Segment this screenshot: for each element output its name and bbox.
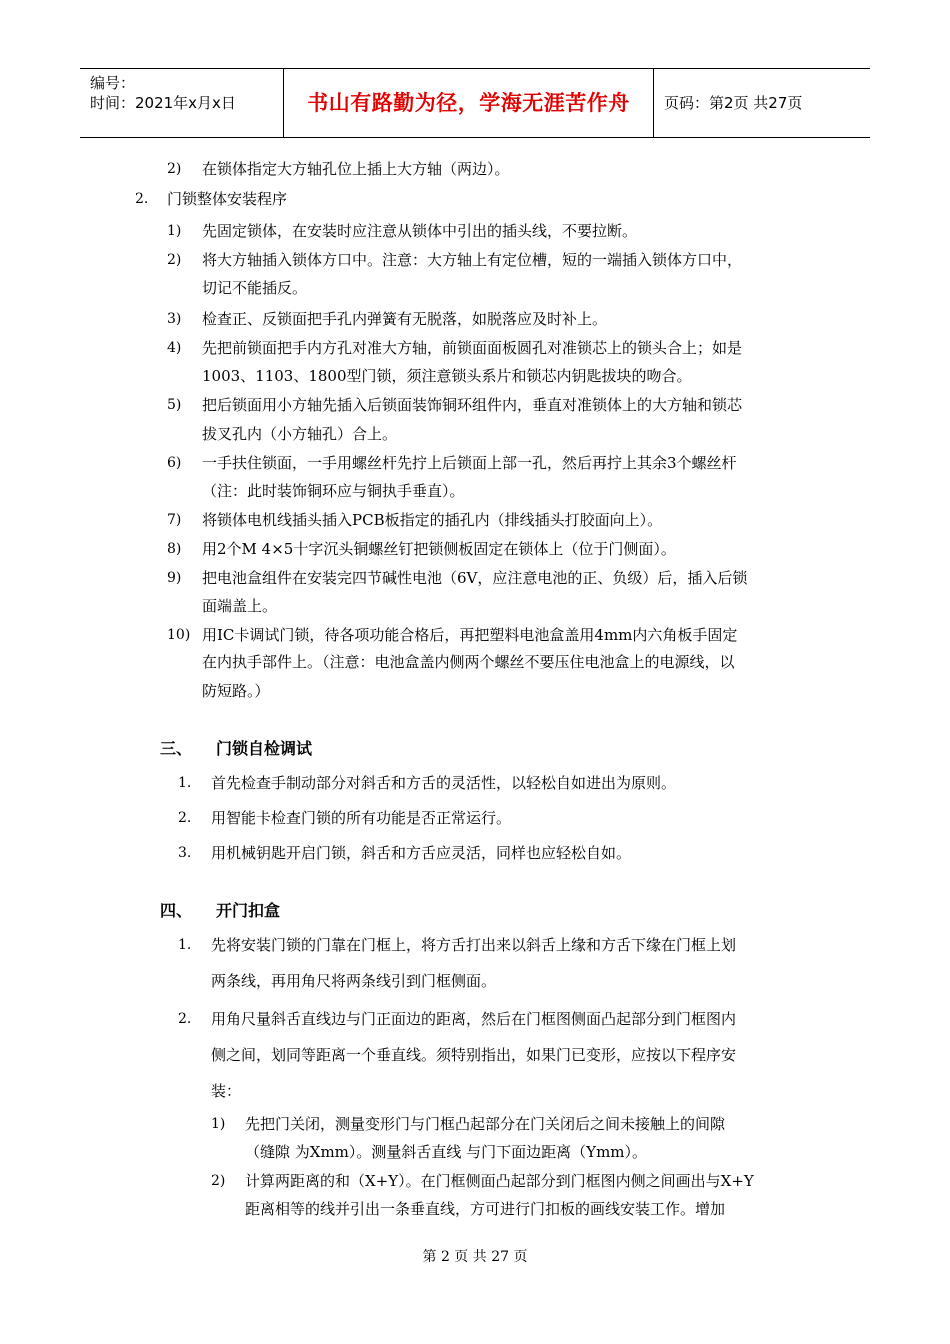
list-number: 1.: [178, 937, 192, 953]
list-item-text: （注：此时装饰铜环应与铜执手垂直）。: [202, 482, 465, 500]
section-heading: 门锁自检调试: [216, 739, 313, 758]
list-item-text: 距离相等的线并引出一条垂直线，方可进行门扣板的画线安装工作。增加: [245, 1200, 726, 1218]
list-item-text: 把后锁面用小方轴先插入后锁面装饰铜环组件内，垂直对准锁体上的大方轴和锁芯: [202, 396, 743, 414]
page-footer: 第 2 页 共 27 页: [422, 1249, 528, 1265]
subsection-title: 门锁整体安装程序: [167, 190, 288, 208]
list-item-text: 侧之间，划同等距离一个垂直线。须特别指出，如果门已变形，应按以下程序安: [211, 1046, 737, 1064]
list-number: 2): [211, 1173, 226, 1189]
list-number: 2.: [178, 1011, 192, 1027]
list-number: 2.: [178, 810, 192, 826]
list-number: 10): [167, 627, 191, 643]
list-number: 3.: [178, 845, 192, 861]
list-item-text: 把电池盒组件在安装完四节碱性电池（6V，应注意电池的正、负级）后，插入后锁: [202, 569, 748, 587]
list-number: 2): [167, 252, 182, 268]
section-number: 四、: [160, 901, 193, 920]
list-number: 1): [167, 223, 182, 239]
list-number: 1): [211, 1116, 226, 1132]
list-item-text: 先将安装门锁的门靠在门框上，将方舌打出来以斜舌上缘和方舌下缘在门框上划: [211, 936, 737, 954]
list-item-text: 首先检查手制动部分对斜舌和方舌的灵活性，以轻松自如进出为原则。: [211, 774, 677, 792]
list-item-text: 1003、1103、1800型门锁，须注意锁头系片和锁芯内钥匙拔块的吻合。: [202, 367, 692, 385]
list-number: 2): [167, 161, 182, 177]
list-item-text: 面端盖上。: [202, 597, 278, 615]
section-heading: 开门扣盒: [216, 901, 281, 920]
list-item-text: 切记不能插反。: [202, 279, 308, 297]
list-item-text: 在内执手部件上。（注意：电池盒盖内侧两个螺丝不要压住电池盒上的电源线，以: [202, 653, 735, 671]
list-item-text: 用智能卡检查门锁的所有功能是否正常运行。: [211, 809, 512, 827]
list-item-text: 在锁体指定大方轴孔位上插上大方轴（两边）。: [202, 160, 510, 178]
document-number: 编号：: [90, 74, 136, 92]
section-number: 三、: [160, 739, 193, 758]
header-meta: [80, 69, 283, 137]
list-number: 9): [167, 570, 182, 586]
list-item-text: 用机械钥匙开启门锁，斜舌和方舌应灵活，同样也应轻松自如。: [211, 844, 632, 862]
section-number: 2.: [135, 191, 149, 207]
list-number: 4): [167, 340, 182, 356]
list-item-text: 将大方轴插入锁体方口中。注意：大方轴上有定位槽，短的一端插入锁体方口中，: [202, 251, 743, 269]
list-item-text: 检查正、反锁面把手孔内弹簧有无脱落，如脱落应及时补上。: [202, 310, 608, 328]
list-item-text: 用角尺量斜舌直线边与门正面边的距离，然后在门框图侧面凸起部分到门框图内: [211, 1010, 737, 1028]
list-item-text: 将锁体电机线插头插入PCB板指定的插孔内（排线插头打胶面向上）。: [202, 511, 663, 529]
list-number: 8): [167, 541, 182, 557]
list-item-text: 先固定锁体，在安装时应注意从锁体中引出的插头线，不要拉断。: [202, 222, 638, 240]
list-number: 5): [167, 397, 182, 413]
header-motto: 书山有路勤为径，学海无涯苦作舟: [283, 69, 654, 137]
list-item-text: 防短路。）: [202, 682, 270, 700]
list-item-text: 一手扶住锁面，一手用螺丝杆先拧上后锁面上部一孔，然后再拧上其余3个螺丝杆: [202, 454, 737, 472]
header-page-number: 页码：第2页 共27页: [664, 94, 803, 112]
list-item-text: 用2个M 4×5十字沉头铜螺丝钉把锁侧板固定在锁体上（位于门侧面）。: [202, 540, 676, 558]
list-item-text: 先把门关闭，测量变形门与门框凸起部分在门关闭后之间未接触上的间隙: [245, 1115, 726, 1133]
list-number: 6): [167, 455, 182, 471]
list-item-text: 拔叉孔内（小方轴孔）合上。: [202, 425, 398, 443]
list-item-text: （缝隙 为Xmm）。测量斜舌直线 与门下面边距离（Ymm）。: [245, 1143, 648, 1161]
list-item-text: 装：: [211, 1082, 242, 1100]
list-item-text: 计算两距离的和（X+Y）。在门框侧面凸起部分到门框图内侧之间画出与X+Y: [245, 1172, 754, 1190]
list-item-text: 先把前锁面把手内方孔对准大方轴，前锁面面板圆孔对准锁芯上的锁头合上；如是: [202, 339, 743, 357]
list-number: 1.: [178, 775, 192, 791]
list-number: 7): [167, 512, 182, 528]
list-item-text: 用IC卡调试门锁，待各项功能合格后，再把塑料电池盒盖用4mm内六角板手固定: [202, 626, 738, 644]
document-date: 时间：2021年x月x日: [90, 94, 236, 112]
page-header: [80, 68, 870, 138]
list-item-text: 两条线，再用角尺将两条线引到门框侧面。: [211, 972, 497, 990]
list-number: 3): [167, 311, 182, 327]
